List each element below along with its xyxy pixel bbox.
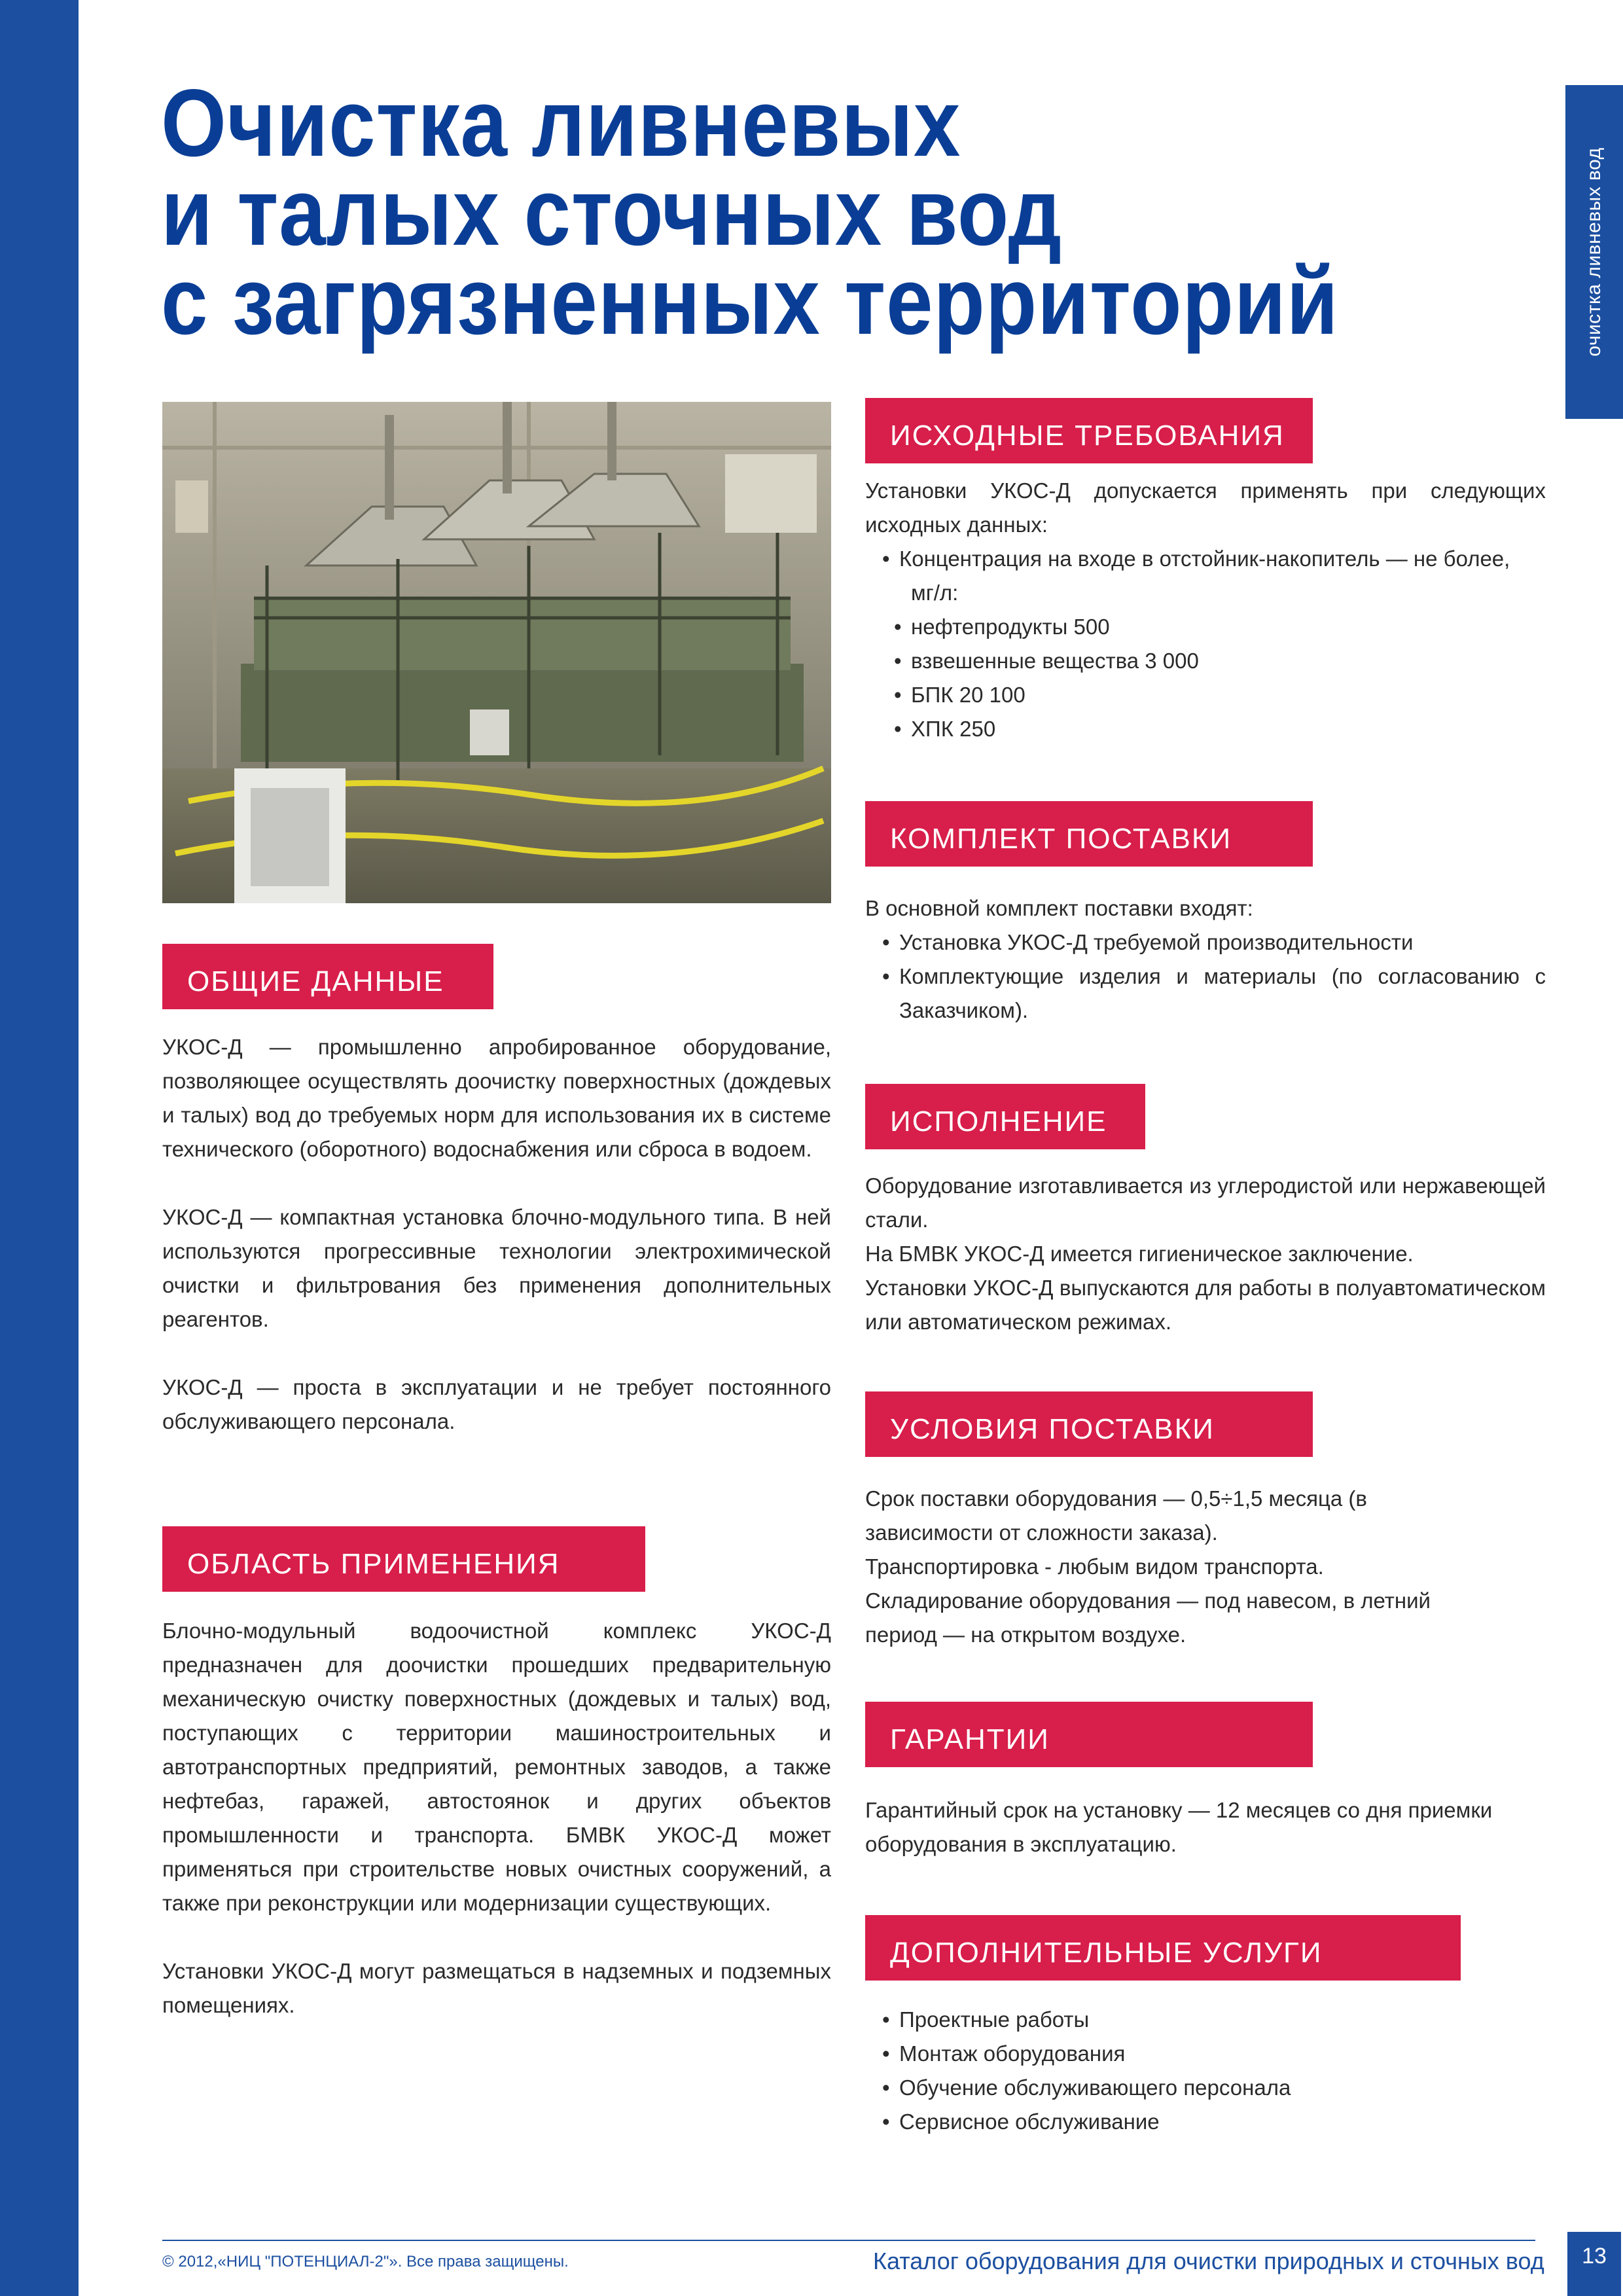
supply-set-item: • Комплектующие изделия и материалы (по согласованию с Заказчиком). xyxy=(882,960,1546,1028)
services-item: • Монтаж оборудования xyxy=(882,2037,1537,2071)
supply-set-heading-label: КОМПЛЕКТ ПОСТАВКИ xyxy=(890,823,1232,855)
requirements-item: • ХПК 250 xyxy=(865,712,1546,746)
delivery-line: период — на открытом воздухе. xyxy=(865,1623,1186,1647)
requirements-text xyxy=(865,474,1546,746)
page-number: 13 xyxy=(1567,2232,1621,2296)
general-heading-label: ОБЩИЕ ДАННЫЕ xyxy=(187,965,444,997)
delivery-line: зависимости от сложности заказа). xyxy=(865,1520,1218,1545)
side-tab-label: очистка ливневых вод xyxy=(1583,147,1605,357)
services-heading-label: ДОПОЛНИТЕЛЬНЫЕ УСЛУГИ xyxy=(890,1937,1323,1969)
execution-text xyxy=(865,1169,1546,1339)
requirements-heading xyxy=(865,398,1313,463)
section-side-tab xyxy=(1565,85,1623,419)
delivery-heading xyxy=(865,1391,1313,1457)
execution-line-3: Установки УКОС-Д выпускаются для работы в полуавтоматическом или автоматическом режимах. xyxy=(865,1276,1546,1334)
general-paragraph-1: УКОС-Д — промышленно апробированное оборудование, позволяющее осуществлять доочистку поверхностных (дождевых и талых) вод до требуемых норм для использования их в системе технического (оборотного) водоснабжения или сброса в водоем. xyxy=(162,1035,831,1161)
warranty-text xyxy=(865,1793,1546,1861)
supply-set-item: • Установка УКОС-Д требуемой производительности xyxy=(882,925,1546,960)
requirements-item: • нефтепродукты 500 xyxy=(865,610,1546,644)
footer-catalog-title: Каталог оборудования для очистки природных и сточных вод xyxy=(873,2248,1544,2274)
services-item: • Сервисное обслуживание xyxy=(882,2105,1537,2139)
execution-heading-label: ИСПОЛНЕНИЕ xyxy=(890,1105,1107,1138)
application-paragraph-2: Установки УКОС-Д могут размещаться в надземных и подземных помещениях. xyxy=(162,1959,831,2017)
general-paragraph-3: УКОС-Д — проста в эксплуатации и не требует постоянного обслуживающего персонала. xyxy=(162,1375,831,1433)
delivery-text xyxy=(865,1482,1546,1652)
delivery-line: Складирование оборудования — под навесом, в летний xyxy=(865,1588,1431,1613)
requirements-heading-label: ИСХОДНЫЕ ТРЕБОВАНИЯ xyxy=(890,420,1285,452)
supply-set-text xyxy=(865,891,1546,1028)
left-accent-bar xyxy=(0,0,79,2296)
general-paragraph-2: УКОС-Д — компактная установка блочно-модульного типа. В ней используются прогрессивные технологии электрохимической очистки и фильтрования без применения дополнительных реагентов. xyxy=(162,1205,831,1331)
execution-line-1: Оборудование изготавливается из углеродистой или нержавеющей стали. xyxy=(865,1174,1546,1232)
requirements-intro: Установки УКОС-Д допускается применять при следующих исходных данных: xyxy=(865,478,1546,537)
general-text xyxy=(162,1030,831,1439)
title-line-1: Очистка ливневых xyxy=(161,69,961,176)
application-paragraph-1: Блочно-модульный водоочистной комплекс УКОС-Д предназначен для доочистки прошедших предварительную механическую очистку поверхностных (дождевых и талых) вод, поступающих с территории машиностроительных и автотранспортных предприятий, ремонтных заводов, а также нефтебаз, гаражей, автостоянок и других объектов промышленности и транспорта. БМВК УКОС-Д может применяться при строительстве новых очистных сооружений, а также при реконструкции или модернизации существующих. xyxy=(162,1619,831,1915)
title-line-2: и талых сточных вод xyxy=(161,158,1062,265)
general-heading xyxy=(162,944,493,1009)
execution-line-2: На БМВК УКОС-Д имеется гигиеническое заключение. xyxy=(865,1242,1414,1266)
delivery-line: Срок поставки оборудования — 0,5÷1,5 месяца (в xyxy=(865,1486,1367,1511)
delivery-heading-label: УСЛОВИЯ ПОСТАВКИ xyxy=(890,1413,1215,1445)
supply-set-intro: В основной комплект поставки входят: xyxy=(865,896,1253,920)
application-heading-label: ОБЛАСТЬ ПРИМЕНЕНИЯ xyxy=(187,1548,560,1580)
services-item: • Обучение обслуживающего персонала xyxy=(882,2071,1537,2105)
services-heading xyxy=(865,1915,1461,1981)
requirements-item: • взвешенные вещества 3 000 xyxy=(865,644,1546,678)
execution-heading xyxy=(865,1084,1145,1149)
footer-copyright: © 2012,«НИЦ "ПОТЕНЦИАЛ-2"». Все права защищены. xyxy=(162,2253,569,2270)
application-heading xyxy=(162,1526,645,1592)
page-title xyxy=(161,69,1370,354)
requirements-item: • БПК 20 100 xyxy=(865,678,1546,712)
services-list xyxy=(882,2003,1537,2139)
warranty-heading xyxy=(865,1702,1313,1767)
warranty-paragraph: Гарантийный срок на установку — 12 месяцев со дня приемки оборудования в эксплуатацию. xyxy=(865,1798,1493,1856)
services-item: • Проектные работы xyxy=(882,2003,1537,2037)
warranty-heading-label: ГАРАНТИИ xyxy=(890,1723,1050,1755)
supply-set-heading xyxy=(865,801,1313,867)
delivery-line: Транспортировка - любым видом транспорта. xyxy=(865,1554,1324,1579)
equipment-photo xyxy=(162,402,831,903)
application-text xyxy=(162,1614,831,2022)
requirements-units: мг/л: xyxy=(911,581,959,605)
requirements-concentration: • Концентрация на входе в отстойник-накопитель — не более, xyxy=(882,542,1546,576)
title-line-3: с загрязненных территорий xyxy=(161,247,1339,354)
footer-divider xyxy=(162,2240,1535,2241)
